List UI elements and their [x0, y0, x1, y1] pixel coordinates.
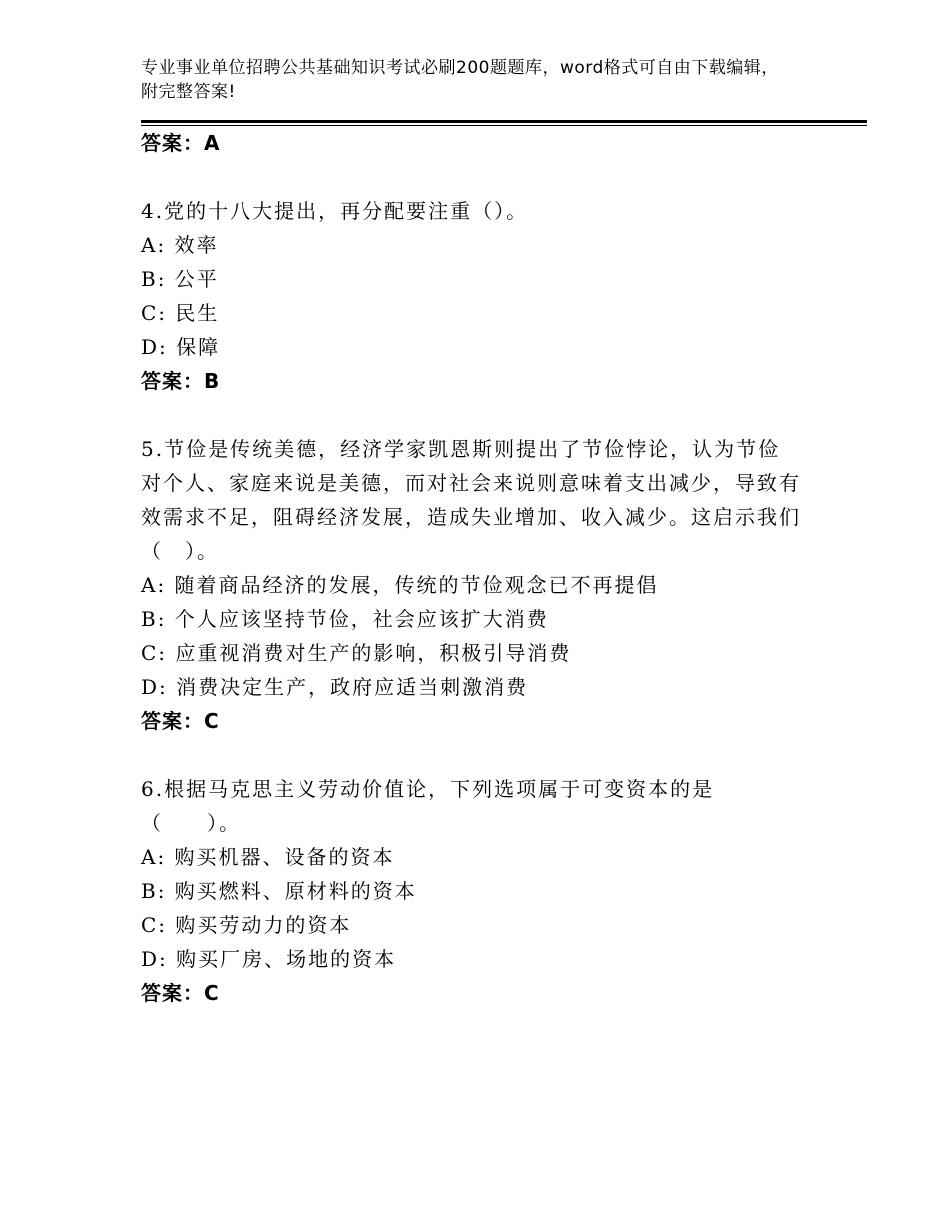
question-stem: 4.党的十八大提出，再分配要注重（）。 [141, 199, 529, 223]
question-item [141, 772, 801, 1010]
answer-label: 答案：C [141, 709, 220, 733]
option-b: B: 购买燃料、原材料的资本 [141, 879, 417, 903]
answer-label: 答案：A [141, 131, 221, 155]
option-c: C: 购买劳动力的资本 [141, 913, 352, 937]
question-stem: 6.根据马克思主义劳动价值论，下列选项属于可变资本的是（ ）。 [141, 777, 715, 835]
option-d: D: 消费决定生产，政府应适当刺激消费 [141, 675, 529, 699]
question-stem: 5.节俭是传统美德，经济学家凯恩斯则提出了节俭悖论，认为节俭对个人、家庭来说是美德，而对社会来说则意味着支出减少，导致有效需求不足，阻碍经济发展，造成失业增加、收入减少。这启示我们（ ）。 [141, 437, 801, 563]
option-a: A: 购买机器、设备的资本 [141, 845, 395, 869]
page-header: 专业事业单位招聘公共基础知识考试必刷200题题库，word格式可自由下载编辑，附完整答案! [141, 58, 779, 102]
question-list [141, 126, 801, 1010]
answer-label: 答案：B [141, 369, 221, 393]
option-a: A: 随着商品经济的发展，传统的节俭观念已不再提倡 [141, 573, 659, 597]
option-a: A: 效率 [141, 233, 219, 257]
question-item [141, 432, 801, 738]
answer-label: 答案：C [141, 981, 220, 1005]
header-rule-thick [141, 120, 867, 123]
option-b: B: 个人应该坚持节俭，社会应该扩大消费 [141, 607, 549, 631]
question-item [141, 194, 801, 398]
option-b: B: 公平 [141, 267, 219, 291]
option-c: C: 民生 [141, 301, 220, 325]
option-c: C: 应重视消费对生产的影响，积极引导消费 [141, 641, 572, 665]
option-d: D: 购买厂房、场地的资本 [141, 947, 397, 971]
option-d: D: 保障 [141, 335, 221, 359]
